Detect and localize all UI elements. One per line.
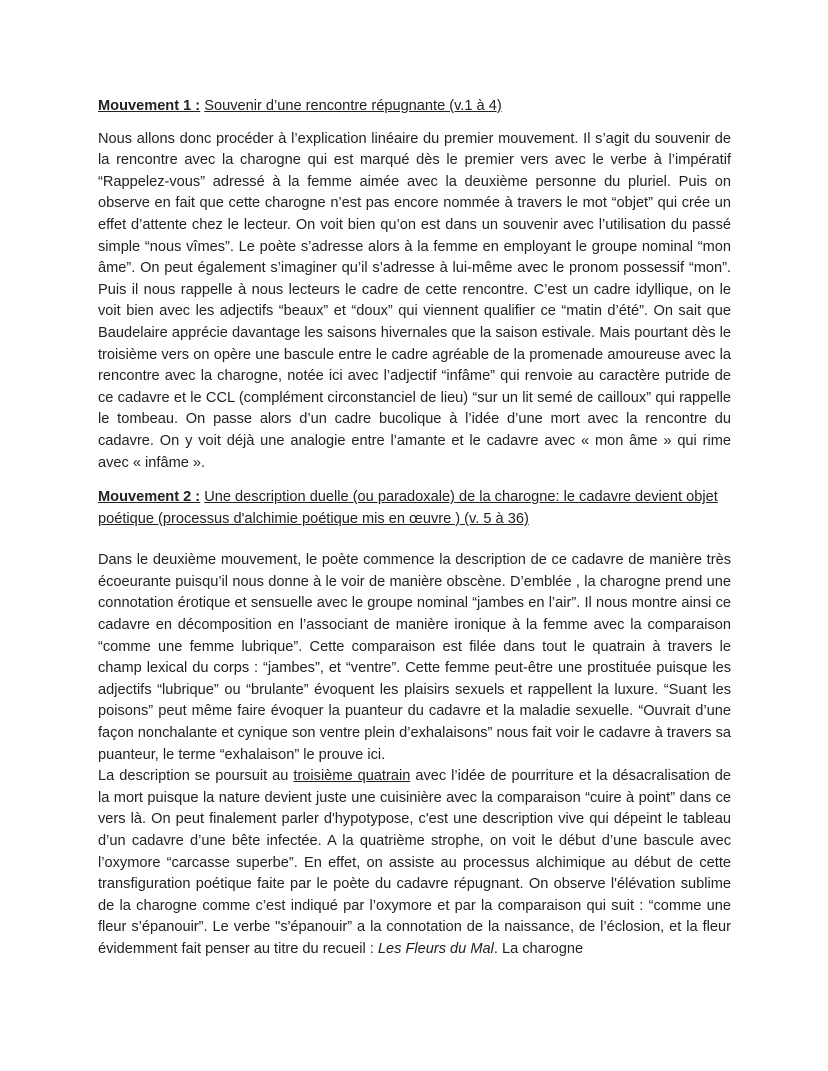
mouvement-2-paragraph-2 [98, 766, 731, 960]
paragraph-2-end: . La charogne [493, 940, 584, 957]
mouvement-2-label: Mouvement 2 : [98, 489, 201, 506]
recueil-title-italic: Les Fleurs du Mal [377, 940, 494, 957]
mouvement-1-paragraph: Nous allons donc procéder à l’explication linéaire du premier mouvement. Il s’agit du souvenir de la rencontre avec la charogne qui est marqué dès le premier vers avec le verbe à l’impératif “Rappelez-vous” adressé à la femme aimée avec la deuxième personne du pluriel. Puis on observe en fait que cette charogne n’est pas encore nommée à travers le mot “objet” qui crée un effet d’attente chez le lecteur. On voit bien qu’on est dans un souvenir avec l’utilisation du passé simple “nous vîmes”. Le poète s’adresse alors à la femme en employant le groupe nominal “mon âme”. On peut également s’imaginer qu’il s’adresse à lui-même avec le pronom possessif “mon”. Puis il nous rappelle à nous lecteurs le cadre de cette rencontre. C’est un cadre idyllique, on le voit bien avec les adjectifs “beaux” et “doux” qui viennent qualifier ce “matin d’été”. On sait que Baudelaire apprécie davantage les saisons hivernales que la saison estivale. Mais pourtant dès le troisième vers on opère une bascule entre le cadre agréable de la promenade amoureuse avec la rencontre avec la charogne, notée ici avec l’adjectif “infâme” qui renvoie au caractère putride de ce cadavre et le CCL (complément circonstanciel de lieu) “sur un lit semé de cailloux” qui rappelle le tombeau. On passe alors d’un cadre bucolique à l’idée d’une mort avec la rencontre du cadavre. On y voit déjà une analogie entre l’amante et le cadavre avec « mon âme » qui rime avec « infâme ». [98, 130, 731, 471]
paragraph-2-mid: avec l’idée de pourriture et la désacralisation de la mort puisque la nature devient juste une cuisinière avec la comparaison “cuire à point” dans ce vers là. On peut finalement parler d'hypotypose, c'est une description vive qui dépeint le tableau d’un cadavre d’une bête infectée. A la quatrième strophe, on voit le début d’une bascule avec l’oxymore “carcasse superbe”. En effet, on assiste au processus alchimique au début de cette transfiguration poétique faite par le poète du cadavre répugnant. On observe l'élévation sublime de la charogne comme c’est indiqué par l’oxymore et par la comparaison qui suit : “comme une fleur s’épanouir”. Le verbe "s'épanouir” a la connotation de la naissance, de l’éclosion, et la fleur évidemment fait penser au titre du recueil : [98, 768, 732, 957]
mouvement-1-heading [98, 96, 731, 118]
troisieme-quatrain-underlined: troisième quatrain [293, 768, 411, 785]
document-page [98, 96, 731, 961]
mouvement-1-title: Souvenir d’une rencontre répugnante (v.1 à 4) [204, 98, 502, 114]
mouvement-1-label: Mouvement 1 : [98, 98, 201, 114]
mouvement-2-paragraph-1: Dans le deuxième mouvement, le poète commence la description de ce cadavre de manière très écoeurante puisqu’il nous donne à le voir de manière obscène. D’emblée , la charogne prend une connotation érotique et sensuelle avec le groupe nominal “jambes en l’air”. Il nous montre ainsi ce cadavre en décomposition en l’associant de manière ironique à la femme avec la comparaison “comme une femme lubrique”. Cette comparaison est filée dans tout le quatrain à travers le champ lexical du corps : “jambes”, et “ventre”. Cette femme peut-être une prostituée puisque les adjectifs “lubrique” ou “brulante” évoquent les plaisirs sexuels et rappellent la luxure. “Suant les poisons” peut même faire évoquer la puanteur du cadavre et la maladie sexuelle. “Ouvrait d’une façon nonchalante et cynique son ventre plein d’exhalaisons” nous fait voir le cadavre à travers sa puanteur, le terme “exhalaison” le prouve ici. [98, 552, 731, 763]
mouvement-2-heading [98, 487, 731, 530]
paragraph-2-start: La description se poursuit au [98, 768, 294, 785]
mouvement-2-title: Une description duelle (ou paradoxale) de la charogne: le cadavre devient objet poétique (processus d'alchimie poétique mis en œuvre ) (v. 5 à 36) [98, 489, 718, 527]
